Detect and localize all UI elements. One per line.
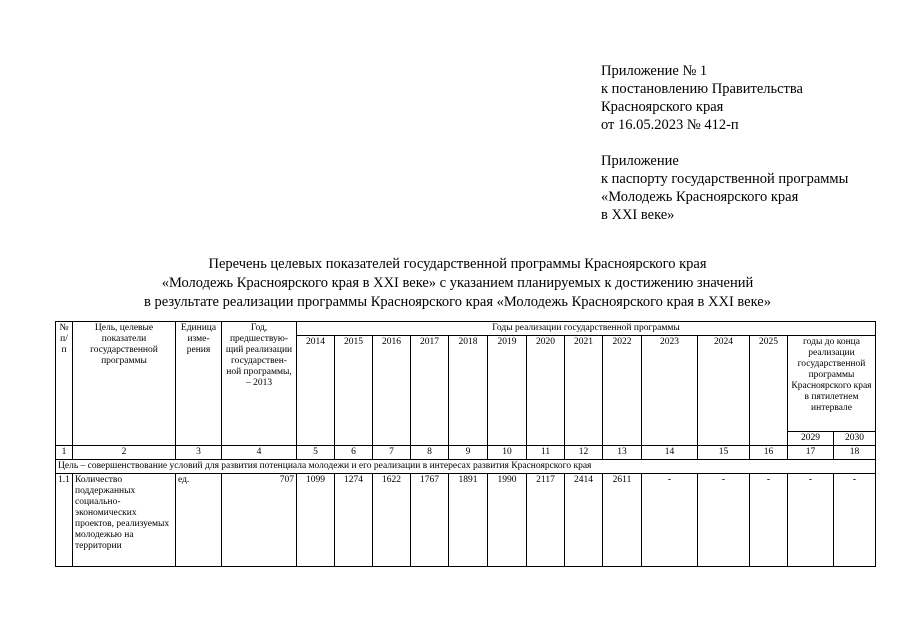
column-number: 15 bbox=[698, 446, 750, 460]
row-value: - bbox=[698, 474, 750, 567]
column-number: 6 bbox=[335, 446, 373, 460]
appendix-1-line: Красноярского края bbox=[601, 99, 724, 115]
row-value: 2611 bbox=[603, 474, 642, 567]
appendix-1-line: к постановлению Правительства bbox=[601, 81, 803, 97]
header-year: 2025 bbox=[750, 336, 788, 446]
row-num: 1.1 bbox=[56, 474, 73, 567]
header-year: 2016 bbox=[373, 336, 411, 446]
row-unit: ед. bbox=[176, 474, 222, 567]
title-line: Перечень целевых показателей государственной программы Красноярского края bbox=[208, 256, 707, 272]
column-number: 11 bbox=[527, 446, 565, 460]
row-value: 2414 bbox=[565, 474, 603, 567]
column-number: 17 bbox=[788, 446, 834, 460]
row-name: Количество поддержанных социально-экономических проектов, реализуемых молодежью на территории bbox=[73, 474, 176, 567]
header-goal: Цель, целевые показатели государственной программы bbox=[73, 322, 176, 446]
row-value: - bbox=[750, 474, 788, 567]
header-year: 2021 bbox=[565, 336, 603, 446]
header-unit: Единица изме-рения bbox=[176, 322, 222, 446]
header-five-year-col: 2030 bbox=[834, 432, 876, 446]
appendix-2-line: в XXI веке» bbox=[601, 207, 675, 223]
header-year: 2019 bbox=[488, 336, 527, 446]
header-year: 2020 bbox=[527, 336, 565, 446]
column-number: 8 bbox=[411, 446, 449, 460]
title-line: в результате реализации программы Красноярского края «Молодежь Красноярского края в XXI веке» bbox=[143, 294, 771, 310]
column-number: 1 bbox=[56, 446, 73, 460]
appendix-2-line: к паспорту государственной программы bbox=[601, 171, 849, 187]
column-number: 16 bbox=[750, 446, 788, 460]
header-prev-year: Год, предшествую-щий реализации государствен-ной программы, – 2013 bbox=[222, 322, 297, 446]
column-number: 10 bbox=[488, 446, 527, 460]
column-number: 3 bbox=[176, 446, 222, 460]
header-year: 2024 bbox=[698, 336, 750, 446]
column-number: 2 bbox=[73, 446, 176, 460]
row-value: 1767 bbox=[411, 474, 449, 567]
header-years-group: Годы реализации государственной программы bbox=[297, 322, 876, 336]
row-value: 1274 bbox=[335, 474, 373, 567]
header-year: 2023 bbox=[642, 336, 698, 446]
appendix-1 bbox=[601, 62, 848, 134]
row-value: 2117 bbox=[527, 474, 565, 567]
header-year: 2017 bbox=[411, 336, 449, 446]
header-year: 2015 bbox=[335, 336, 373, 446]
appendix-2 bbox=[601, 152, 848, 224]
header-year: 2014 bbox=[297, 336, 335, 446]
column-number: 9 bbox=[449, 446, 488, 460]
row-value: 1990 bbox=[488, 474, 527, 567]
row-value: 1099 bbox=[297, 474, 335, 567]
column-number: 18 bbox=[834, 446, 876, 460]
header-num: № п/п bbox=[56, 322, 73, 446]
column-number: 12 bbox=[565, 446, 603, 460]
appendix-2-line: Приложение bbox=[601, 153, 679, 169]
title-line: «Молодежь Красноярского края в XXI веке» с указанием планируемых к достижению значений bbox=[161, 275, 754, 291]
document-title bbox=[0, 255, 915, 312]
column-number: 5 bbox=[297, 446, 335, 460]
row-value: - bbox=[642, 474, 698, 567]
indicators-table bbox=[55, 321, 876, 567]
column-number: 7 bbox=[373, 446, 411, 460]
appendix-2-line: «Молодежь Красноярского края bbox=[601, 189, 799, 205]
appendix-1-line: от 16.05.2023 № 412-п bbox=[601, 117, 739, 133]
appendix-1-line: Приложение № 1 bbox=[601, 63, 708, 79]
row-value: 1622 bbox=[373, 474, 411, 567]
header-five-year: годы до конца реализации государственной программы Красноярского края в пятилетнем интервале bbox=[788, 336, 876, 432]
column-number: 13 bbox=[603, 446, 642, 460]
row-value: 1891 bbox=[449, 474, 488, 567]
row-base-value: 707 bbox=[222, 474, 297, 567]
goal-row: Цель – совершенствование условий для развития потенциала молодежи и его реализации в интересах развития Красноярского края bbox=[56, 460, 876, 474]
header-five-year-col: 2029 bbox=[788, 432, 834, 446]
column-number: 14 bbox=[642, 446, 698, 460]
header-year: 2022 bbox=[603, 336, 642, 446]
appendix-block bbox=[601, 62, 848, 242]
row-future-value: - bbox=[834, 474, 876, 567]
header-year: 2018 bbox=[449, 336, 488, 446]
row-future-value: - bbox=[788, 474, 834, 567]
column-number: 4 bbox=[222, 446, 297, 460]
